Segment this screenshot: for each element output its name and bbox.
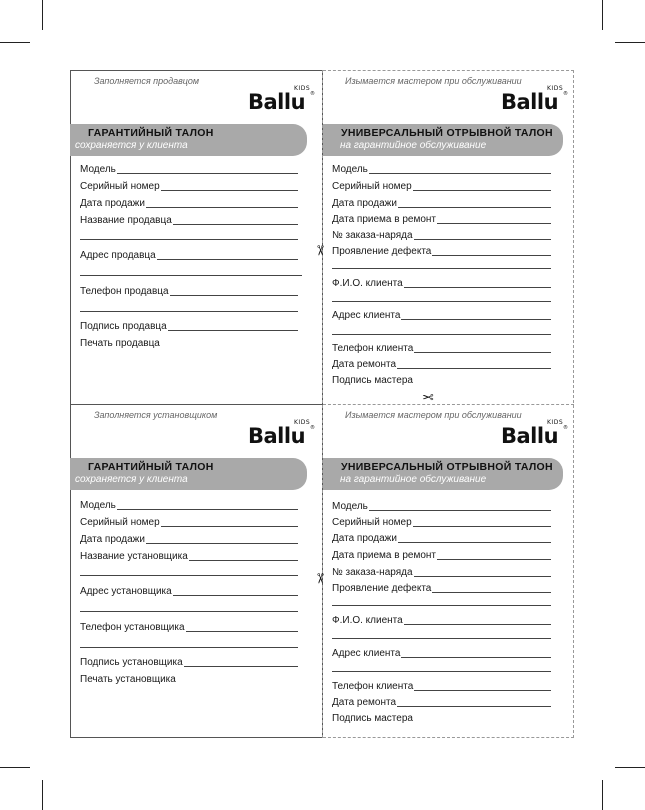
field-installer-name[interactable]: Название установщика <box>80 549 298 563</box>
coupon-title: ГАРАНТИЙНЫЙ ТАЛОН <box>88 127 214 139</box>
field-installer-address[interactable]: Адрес установщика <box>80 584 298 598</box>
field-seller-stamp: Печать продавца <box>80 338 160 349</box>
service-tear-off-coupon-2 <box>323 404 574 738</box>
field-serial[interactable]: Серийный номер <box>80 179 298 193</box>
field-work-order-number[interactable]: № заказа-наряда <box>332 565 551 579</box>
field-seller-signature[interactable]: Подпись продавца <box>80 319 298 333</box>
field-installer-signature[interactable]: Подпись установщика <box>80 655 298 669</box>
coupon-title: УНИВЕРСАЛЬНЫЙ ОТРЫВНОЙ ТАЛОН <box>341 461 553 473</box>
field-defect[interactable]: Проявление дефекта <box>332 244 551 258</box>
field-model[interactable]: Модель <box>332 499 551 513</box>
coupon-banner <box>323 458 563 490</box>
field-sale-date[interactable]: Дата продажи <box>80 196 298 210</box>
field-client-phone[interactable]: Телефон клиента <box>332 679 551 693</box>
crop-mark <box>0 767 30 768</box>
field-repair-date[interactable]: Дата ремонта <box>332 695 551 709</box>
crop-mark <box>615 767 645 768</box>
coupon-note: Заполняется установщиком <box>94 410 218 420</box>
coupon-note: Изымается мастером при обслуживании <box>345 410 522 420</box>
field-defect[interactable]: Проявление дефекта <box>332 581 551 595</box>
field-serial[interactable]: Серийный номер <box>332 179 551 193</box>
field-work-order-number[interactable]: № заказа-наряда <box>332 228 551 242</box>
field-client-address[interactable]: Адрес клиента <box>332 646 551 660</box>
coupon-title: УНИВЕРСАЛЬНЫЙ ОТРЫВНОЙ ТАЛОН <box>341 127 553 139</box>
ballu-logo: Ballu KIDS ® <box>248 419 315 448</box>
field-serial[interactable]: Серийный номер <box>80 515 298 529</box>
coupon-banner <box>70 458 307 490</box>
coupon-title: ГАРАНТИЙНЫЙ ТАЛОН <box>88 461 214 473</box>
service-tear-off-coupon-1 <box>323 70 574 404</box>
field-repair-intake-date[interactable]: Дата приема в ремонт <box>332 212 551 226</box>
field-serial[interactable]: Серийный номер <box>332 515 551 529</box>
field-client-name[interactable]: Ф.И.О. клиента <box>332 276 551 290</box>
crop-mark <box>602 780 603 810</box>
field-model[interactable]: Модель <box>332 162 551 176</box>
coupon-subtitle: на гарантийное обслуживание <box>340 140 487 151</box>
field-client-phone[interactable]: Телефон клиента <box>332 341 551 355</box>
coupon-subtitle: сохраняется у клиента <box>75 140 188 151</box>
field-sale-date[interactable]: Дата продажи <box>332 531 551 545</box>
seller-warranty-coupon <box>70 70 321 404</box>
field-model[interactable]: Модель <box>80 162 298 176</box>
field-installer-phone[interactable]: Телефон установщика <box>80 620 298 634</box>
field-seller-name[interactable]: Название продавца <box>80 213 298 227</box>
crop-mark <box>42 0 43 30</box>
crop-mark <box>42 780 43 810</box>
field-repair-date[interactable]: Дата ремонта <box>332 357 551 371</box>
coupon-subtitle: сохраняется у клиента <box>75 474 188 485</box>
crop-mark <box>602 0 603 30</box>
field-seller-address[interactable]: Адрес продавца <box>80 248 298 262</box>
field-client-address[interactable]: Адрес клиента <box>332 308 551 322</box>
coupon-subtitle: на гарантийное обслуживание <box>340 474 487 485</box>
ballu-logo: Ballu KIDS ® <box>248 85 315 114</box>
scissors-icon: ✂ <box>422 389 434 405</box>
scissors-icon: ✂ <box>312 572 329 585</box>
coupon-banner <box>70 124 307 156</box>
field-client-name[interactable]: Ф.И.О. клиента <box>332 613 551 627</box>
field-master-signature: Подпись мастера <box>332 375 413 386</box>
ballu-logo: Ballu KIDS ® <box>501 85 568 114</box>
crop-mark <box>0 42 30 43</box>
field-installer-stamp: Печать установщика <box>80 674 176 685</box>
field-model[interactable]: Модель <box>80 498 298 512</box>
scissors-icon: ✂ <box>312 244 329 257</box>
field-repair-intake-date[interactable]: Дата приема в ремонт <box>332 548 551 562</box>
field-master-signature: Подпись мастера <box>332 713 413 724</box>
installer-warranty-coupon <box>70 404 321 738</box>
field-sale-date[interactable]: Дата продажи <box>80 532 298 546</box>
crop-mark <box>615 42 645 43</box>
coupon-note: Заполняется продавцом <box>94 76 200 86</box>
coupon-banner <box>323 124 563 156</box>
coupon-note: Изымается мастером при обслуживании <box>345 76 522 86</box>
field-seller-phone[interactable]: Телефон продавца <box>80 284 298 298</box>
field-sale-date[interactable]: Дата продажи <box>332 196 551 210</box>
warranty-sheet <box>70 70 574 738</box>
ballu-logo: Ballu KIDS ® <box>501 419 568 448</box>
